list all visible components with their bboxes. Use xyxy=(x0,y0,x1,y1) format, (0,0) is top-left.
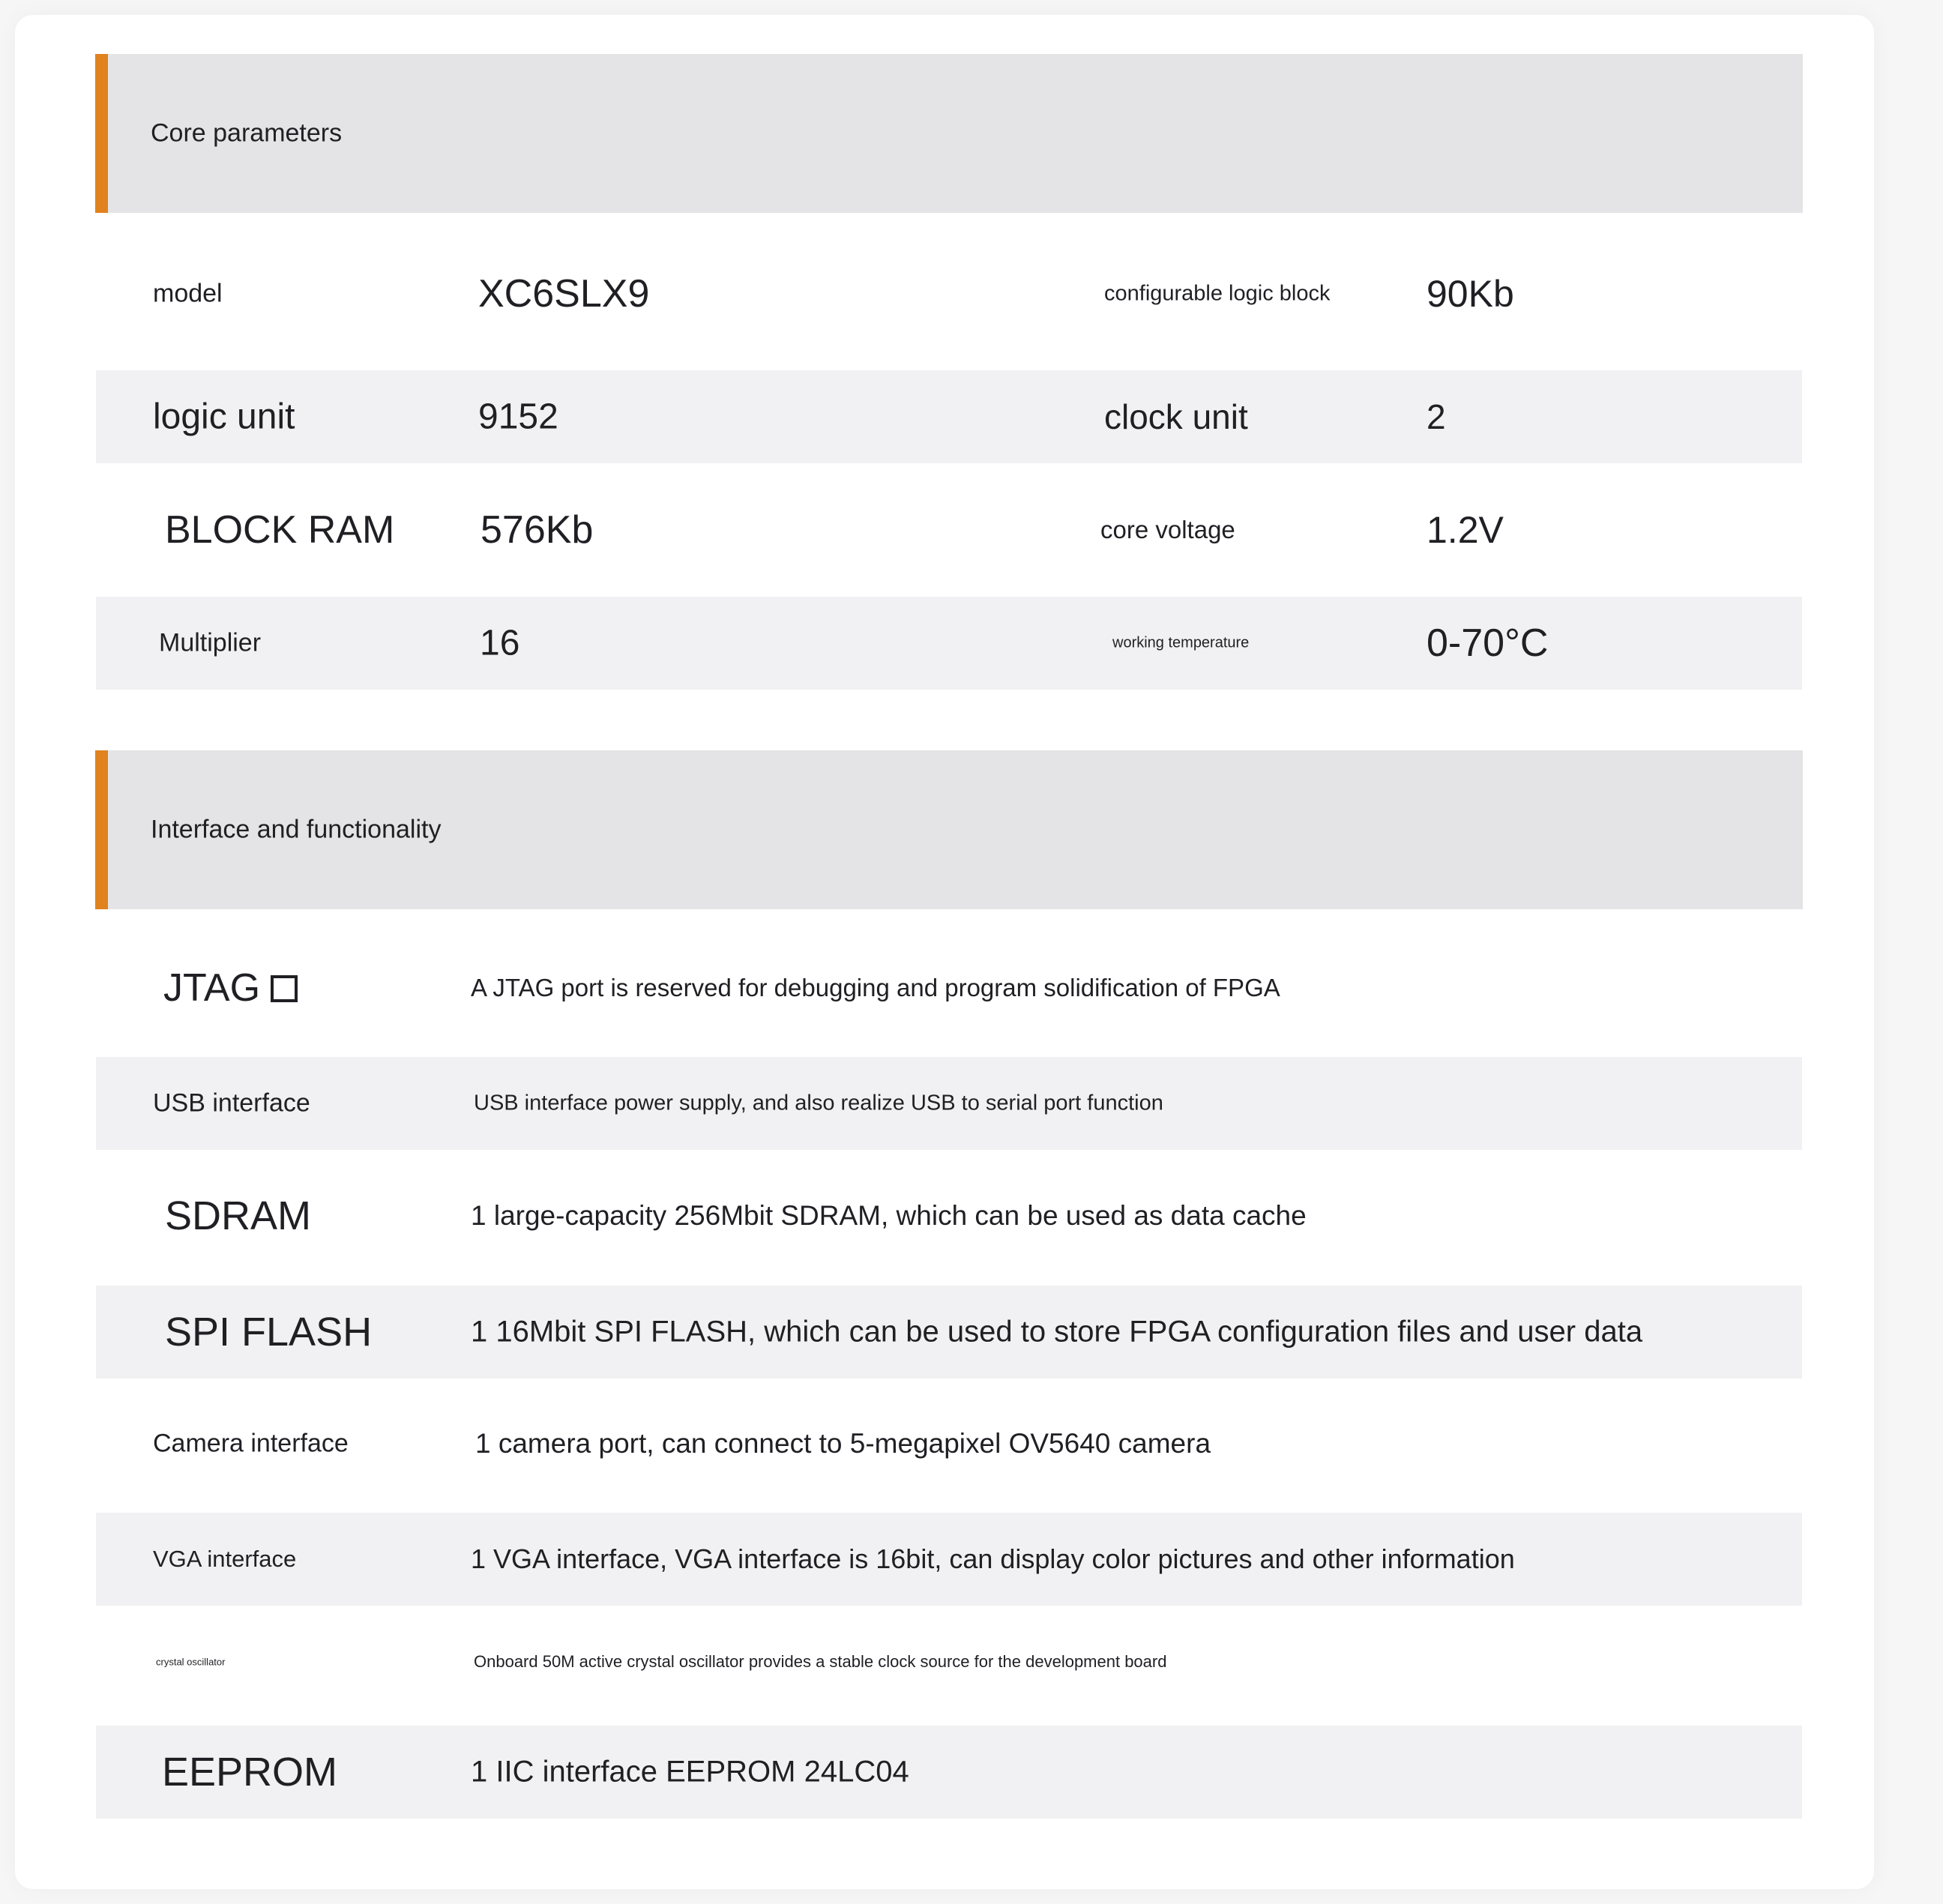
interface-desc: 1 VGA interface, VGA interface is 16bit, can display color pictures and other information xyxy=(471,1543,1515,1574)
param-value: 16 xyxy=(480,623,520,663)
param-label: logic unit xyxy=(153,397,295,437)
table-row xyxy=(96,1397,1802,1490)
param-label: core voltage xyxy=(1100,516,1235,543)
section-header-core xyxy=(95,54,1803,213)
table-row xyxy=(96,597,1802,690)
interface-desc: 1 large-capacity 256Mbit SDRAM, which can be used as data cache xyxy=(471,1200,1307,1231)
section-accent-bar xyxy=(95,54,108,213)
table-row xyxy=(96,370,1802,463)
interface-label: EEPROM xyxy=(162,1750,338,1795)
param-label: clock unit xyxy=(1104,397,1248,436)
table-row xyxy=(96,1286,1802,1379)
param-value: 9152 xyxy=(478,397,558,437)
interface-label xyxy=(163,965,298,1010)
param-value: XC6SLX9 xyxy=(478,272,650,316)
table-row xyxy=(96,1169,1802,1262)
interface-label: Camera interface xyxy=(153,1429,349,1458)
section-header-interface xyxy=(95,750,1803,909)
interface-desc: USB interface power supply, and also realize USB to serial port function xyxy=(474,1091,1163,1115)
param-value: 0-70°C xyxy=(1427,621,1549,665)
interface-desc: Onboard 50M active crystal oscillator provides a stable clock source for the development board xyxy=(474,1652,1167,1671)
param-value: 576Kb xyxy=(481,508,594,552)
param-value: 2 xyxy=(1427,397,1446,436)
section-title-interface: Interface and functionality xyxy=(151,815,442,844)
param-label: working temperature xyxy=(1112,634,1250,651)
table-row xyxy=(96,247,1802,340)
param-label: configurable logic block xyxy=(1104,281,1331,306)
interface-desc: 1 16Mbit SPI FLASH, which can be used to store FPGA configuration files and user data xyxy=(471,1315,1643,1349)
param-value: 1.2V xyxy=(1427,509,1504,551)
param-label: BLOCK RAM xyxy=(165,508,395,552)
port-glyph-icon xyxy=(271,975,298,1002)
interface-desc: A JTAG port is reserved for debugging and program solidification of FPGA xyxy=(471,974,1280,1001)
table-row xyxy=(96,942,1802,1034)
interface-label: VGA interface xyxy=(153,1546,297,1572)
table-row xyxy=(96,483,1802,576)
param-label: model xyxy=(153,279,223,308)
interface-label: crystal oscillator xyxy=(156,1656,226,1668)
table-row xyxy=(96,1513,1802,1606)
table-row xyxy=(96,1057,1802,1150)
interface-label: SPI FLASH xyxy=(165,1310,373,1355)
interface-desc: 1 camera port, can connect to 5-megapixel OV5640 camera xyxy=(475,1428,1211,1459)
param-label: Multiplier xyxy=(159,628,262,657)
interface-label: SDRAM xyxy=(165,1193,312,1238)
param-value: 90Kb xyxy=(1427,273,1514,315)
table-row xyxy=(96,1615,1802,1708)
section-accent-bar xyxy=(95,750,108,909)
section-title-core: Core parameters xyxy=(151,118,343,148)
table-row xyxy=(96,1726,1802,1819)
interface-desc: 1 IIC interface EEPROM 24LC04 xyxy=(471,1755,909,1789)
interface-label: USB interface xyxy=(153,1088,310,1118)
jtag-label-text: JTAG xyxy=(163,966,261,1010)
